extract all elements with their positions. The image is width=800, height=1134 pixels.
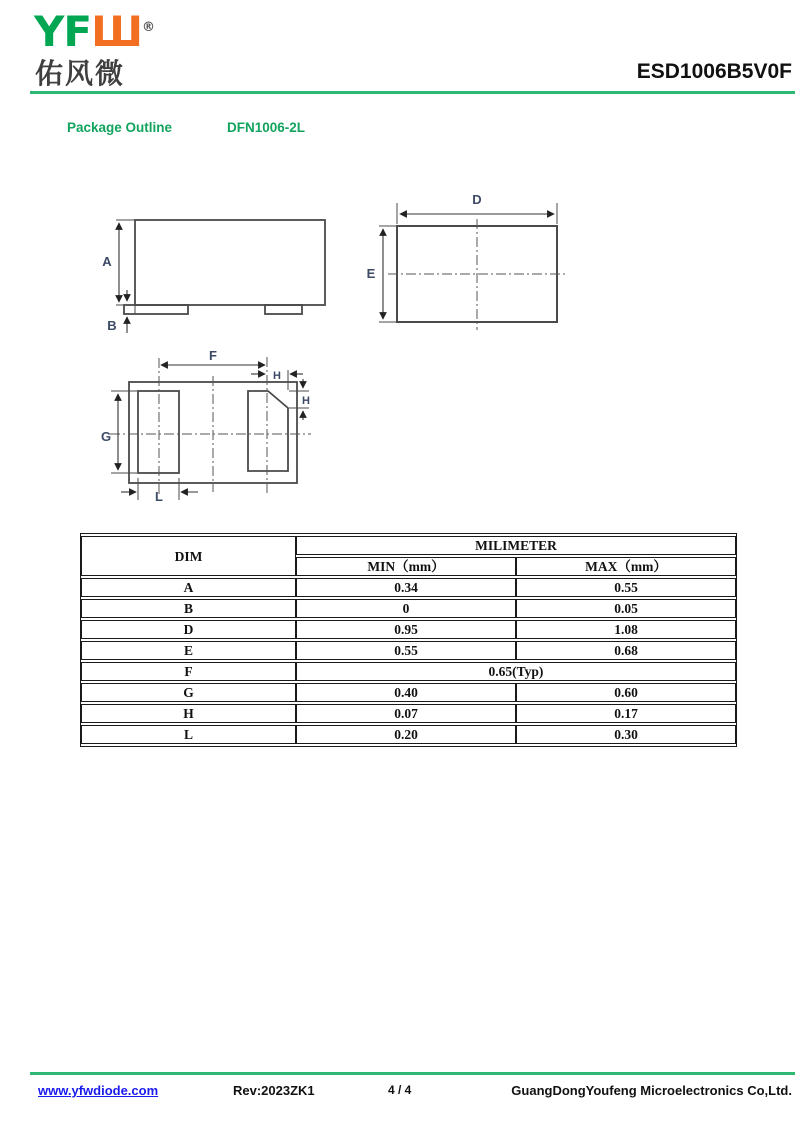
cell-max: 0.17 — [516, 704, 736, 723]
cell-dim: L — [81, 725, 296, 744]
yfw-logo — [34, 6, 155, 54]
cell-typ: 0.65(Typ) — [296, 662, 736, 681]
left-terminal-side — [124, 305, 188, 314]
cell-dim: B — [81, 599, 296, 618]
dim-label-h-width: H — [273, 370, 281, 382]
logo-yf-text: YF — [34, 7, 92, 56]
cell-max: 0.68 — [516, 641, 736, 660]
dim-label-a: A — [102, 254, 112, 269]
cell-dim: A — [81, 578, 296, 597]
registered-mark-icon: ® — [142, 20, 155, 35]
dimension-f — [161, 348, 265, 365]
col-header-dim: DIM — [81, 536, 296, 576]
table-row — [81, 725, 736, 744]
table-row — [81, 599, 736, 618]
table-row — [81, 620, 736, 639]
right-pad-chamfered — [248, 391, 288, 471]
package-body-top — [388, 219, 568, 330]
cell-dim: D — [81, 620, 296, 639]
cell-min: 0.95 — [296, 620, 516, 639]
cell-max: 0.60 — [516, 683, 736, 702]
package-name: DFN1006-2L — [227, 120, 306, 135]
dimension-a — [102, 223, 119, 302]
website-link[interactable]: www.yfwdiode.com — [38, 1083, 159, 1098]
side-view-drawing — [90, 185, 350, 345]
cell-min: 0.55 — [296, 641, 516, 660]
dimension-g — [101, 391, 137, 473]
cell-min: 0.20 — [296, 725, 516, 744]
revision-text: Rev:2023ZK1 — [233, 1083, 315, 1098]
cell-max: 0.05 — [516, 599, 736, 618]
logo-w-text: Ш — [91, 7, 142, 56]
dimension-table — [80, 533, 737, 747]
table-row — [81, 641, 736, 660]
dimension-h-height — [289, 379, 310, 420]
header-divider — [30, 91, 795, 94]
dim-label-g: G — [100, 429, 112, 444]
dim-label-f: F — [209, 348, 217, 363]
dim-label-b: B — [107, 318, 117, 333]
top-view-drawing — [360, 185, 575, 340]
cell-dim: H — [81, 704, 296, 723]
cell-dim: E — [81, 641, 296, 660]
cell-min: 0.34 — [296, 578, 516, 597]
cell-min: 0.07 — [296, 704, 516, 723]
cell-min: 0 — [296, 599, 516, 618]
dim-label-l: L — [155, 489, 163, 504]
table-row — [81, 578, 736, 597]
bottom-view-drawing — [95, 345, 320, 510]
table-row — [81, 704, 736, 723]
right-terminal-side — [265, 305, 302, 314]
part-number: ESD1006B5V0F — [636, 60, 792, 83]
col-header-max: MAX（mm） — [516, 557, 736, 576]
table-row — [81, 683, 736, 702]
dim-label-h-height: H — [302, 395, 310, 407]
dim-label-e: E — [366, 266, 376, 281]
col-header-min: MIN（mm） — [296, 557, 516, 576]
cell-max: 1.08 — [516, 620, 736, 639]
section-title: Package Outline — [67, 120, 173, 135]
company-name: GuangDongYoufeng Microelectronics Co,Ltd. — [511, 1083, 792, 1098]
cell-dim: G — [81, 683, 296, 702]
footer-divider — [30, 1072, 795, 1075]
col-header-unit: MILIMETER — [296, 536, 736, 555]
table-row — [81, 662, 736, 681]
table-header-row — [81, 536, 736, 555]
dim-label-d: D — [472, 192, 482, 207]
cell-dim: F — [81, 662, 296, 681]
cell-max: 0.30 — [516, 725, 736, 744]
logo-chinese-text: 佑风微 — [35, 57, 126, 90]
dimension-l — [121, 478, 198, 504]
package-body-side — [116, 220, 325, 314]
cell-max: 0.55 — [516, 578, 736, 597]
cell-min: 0.40 — [296, 683, 516, 702]
page-number: 4 / 4 — [388, 1083, 412, 1097]
dimension-h-width — [251, 370, 303, 390]
